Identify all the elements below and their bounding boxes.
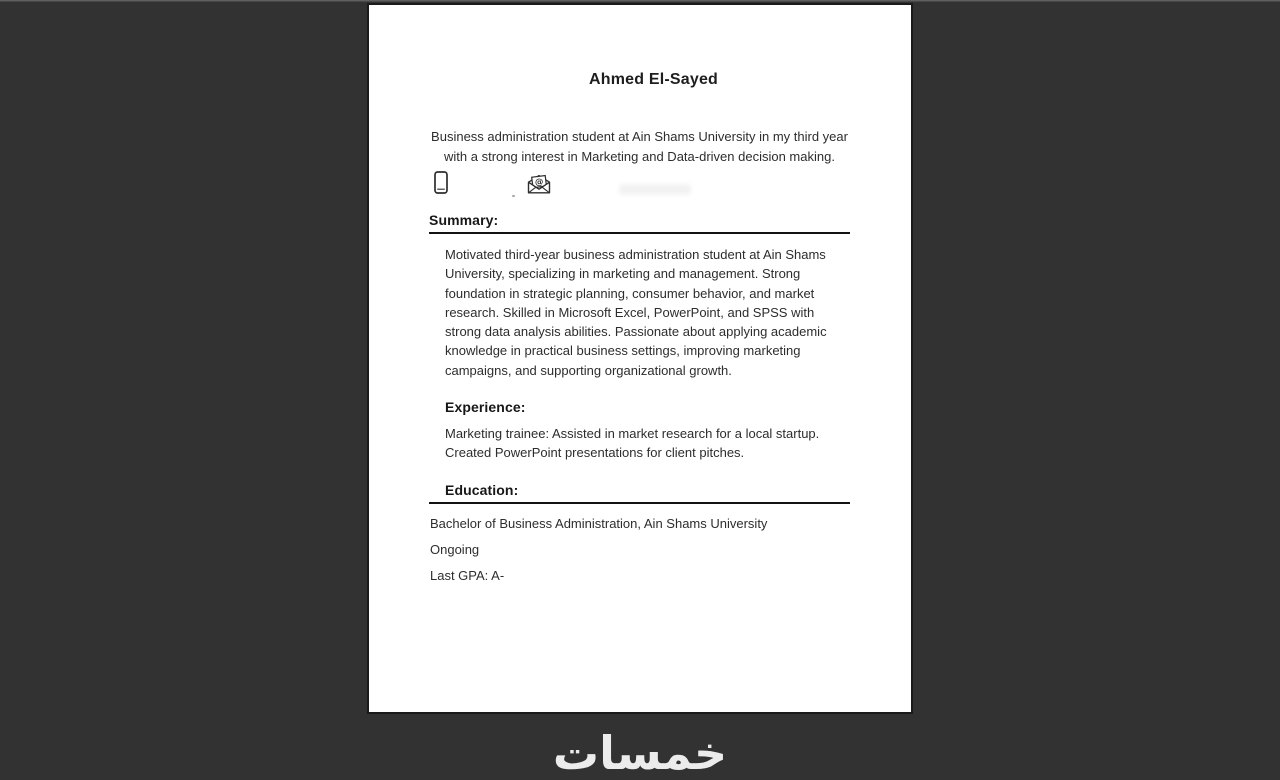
window-top-edge (0, 0, 1280, 2)
document-content (369, 71, 911, 778)
erased-email-text-residue (619, 184, 691, 195)
khamsat-watermark: خمسات (552, 726, 728, 780)
summary-heading: Summary: (429, 212, 850, 234)
summary-text: Motivated third-year business administration student at Ain Shams University, specializing in marketing and management. Strong foundation in strategic planning, consumer behavior, and market research. Skilled in Microsoft Excel, PowerPoint, and SPSS with strong data analysis abilities. Passionate about applying academic knowledge in practical business settings, improving marketing campaigns, and supporting organizational growth. (445, 247, 827, 378)
education-list (429, 517, 850, 582)
phone-icon (434, 171, 448, 199)
svg-text:@: @ (534, 177, 545, 189)
erased-phone-text-residue (512, 195, 515, 197)
education-status-line: Ongoing (430, 541, 480, 557)
intro-text: Business administration student at Ain Shams University in my third year with a strong interest in Marketing and Data-driven decision making. (431, 129, 848, 164)
document-page (367, 3, 913, 780)
email-open-icon (448, 174, 552, 199)
education-degree-line: Bachelor of Business Administration, Ain Shams University (430, 515, 768, 531)
contact-row (429, 176, 850, 199)
education-heading: Education: (429, 482, 850, 504)
experience-heading: Experience: (445, 399, 526, 416)
resume-name-title: Ahmed El-Sayed (588, 71, 719, 88)
education-gpa-line: Last GPA: A- (430, 567, 505, 583)
experience-text: Marketing trainee: Assisted in market research for a local startup. Created PowerPoint presentations for client pitches. (445, 426, 820, 461)
